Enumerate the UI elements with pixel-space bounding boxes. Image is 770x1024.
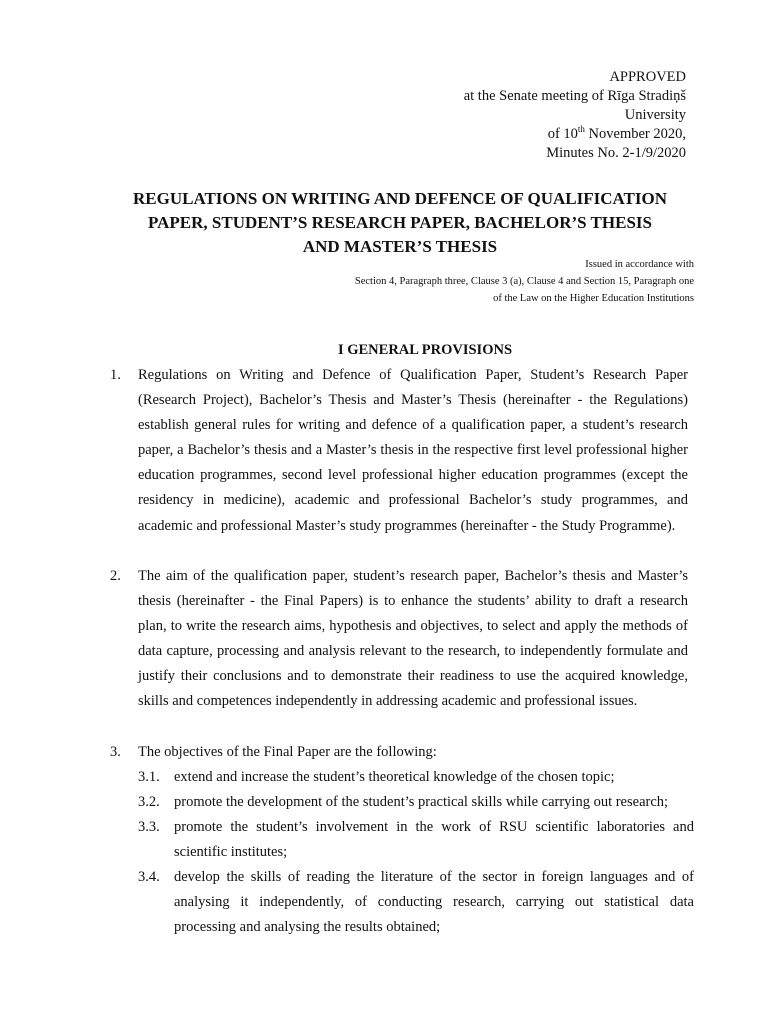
approval-status: APPROVED [609, 69, 686, 85]
document-title [100, 187, 700, 259]
sub-list-item-text: extend and increase the student’s theoretical knowledge of the chosen topic; [174, 769, 615, 785]
list-item-number: 3. [110, 744, 121, 760]
list-item-text: The objectives of the Final Paper are the following: [138, 744, 437, 760]
list-item-number: 1. [110, 367, 121, 383]
title-line-3: AND MASTER’S THESIS [302, 237, 498, 256]
sub-list-item-number: 3.4. [138, 869, 160, 885]
list-item-text: The aim of the qualification paper, student’s research paper, Bachelor’s thesis and Master’s thesis (hereinafter - the Final Papers) is to enhance the students’ ability to draft a research plan, to write the research aims, hypothesis and objectives, to select and apply the methods of data capture, processing and analysis relevant to the research, to independently formulate and justify their conclusions and to demonstrate their readiness to use the acquired knowledge, skills and competences independently in addressing academic and professional issues. [138, 568, 688, 710]
approval-body: at the Senate meeting of Rīga Stradiņš [463, 88, 686, 104]
sub-list-item-text: promote the development of the student’s practical skills while carrying out research; [174, 794, 669, 810]
title-line-1: REGULATIONS ON WRITING AND DEFENCE OF QUALIFICATION [133, 189, 667, 208]
approval-block [464, 68, 686, 163]
legal-basis-line-2: Section 4, Paragraph three, Clause 3 (a), Clause 4 and Section 15, Paragraph one [354, 276, 694, 287]
legal-basis-line-1: Issued in accordance with [585, 259, 694, 270]
section-heading: I GENERAL PROVISIONS [337, 342, 513, 358]
legal-basis-note [355, 256, 694, 307]
list-item-number: 2. [110, 568, 121, 584]
sub-list-item-number: 3.3. [138, 819, 160, 835]
list-item-text: Regulations on Writing and Defence of Qualification Paper, Student’s Research Paper (Research Project), Bachelor’s Thesis and Master’s Thesis (hereinafter - the Regulations) establish general rules for writing and defence of a qualification paper, a student’s research paper, a Bachelor’s thesis and a Master’s thesis in the respective first level professional higher education programmes, second level professional higher education programmes (except the residency in medicine), academic and professional Bachelor’s study programmes, and academic and professional Master’s study programmes (hereinafter - the Study Programme). [138, 367, 688, 534]
approval-date: of 10th November 2020, [547, 124, 686, 142]
approval-minutes: Minutes No. 2-1/9/2020 [546, 145, 686, 161]
sub-list-item-text: promote the student’s involvement in the work of RSU scientific laboratories and scientific institutes; [174, 819, 694, 861]
sub-list-item-text: develop the skills of reading the literature of the sector in foreign languages and of analysing it independently, of conducting research, carrying out statistical data processing and analysing the results obtained; [174, 869, 694, 936]
sub-list-item-number: 3.2. [138, 794, 160, 810]
title-line-2: PAPER, STUDENT’S RESEARCH PAPER, BACHELOR’S THESIS [148, 213, 652, 232]
sub-list-item-number: 3.1. [138, 769, 160, 785]
approval-body-cont: University [624, 107, 686, 123]
legal-basis-line-3: of the Law on the Higher Education Institutions [493, 293, 694, 304]
